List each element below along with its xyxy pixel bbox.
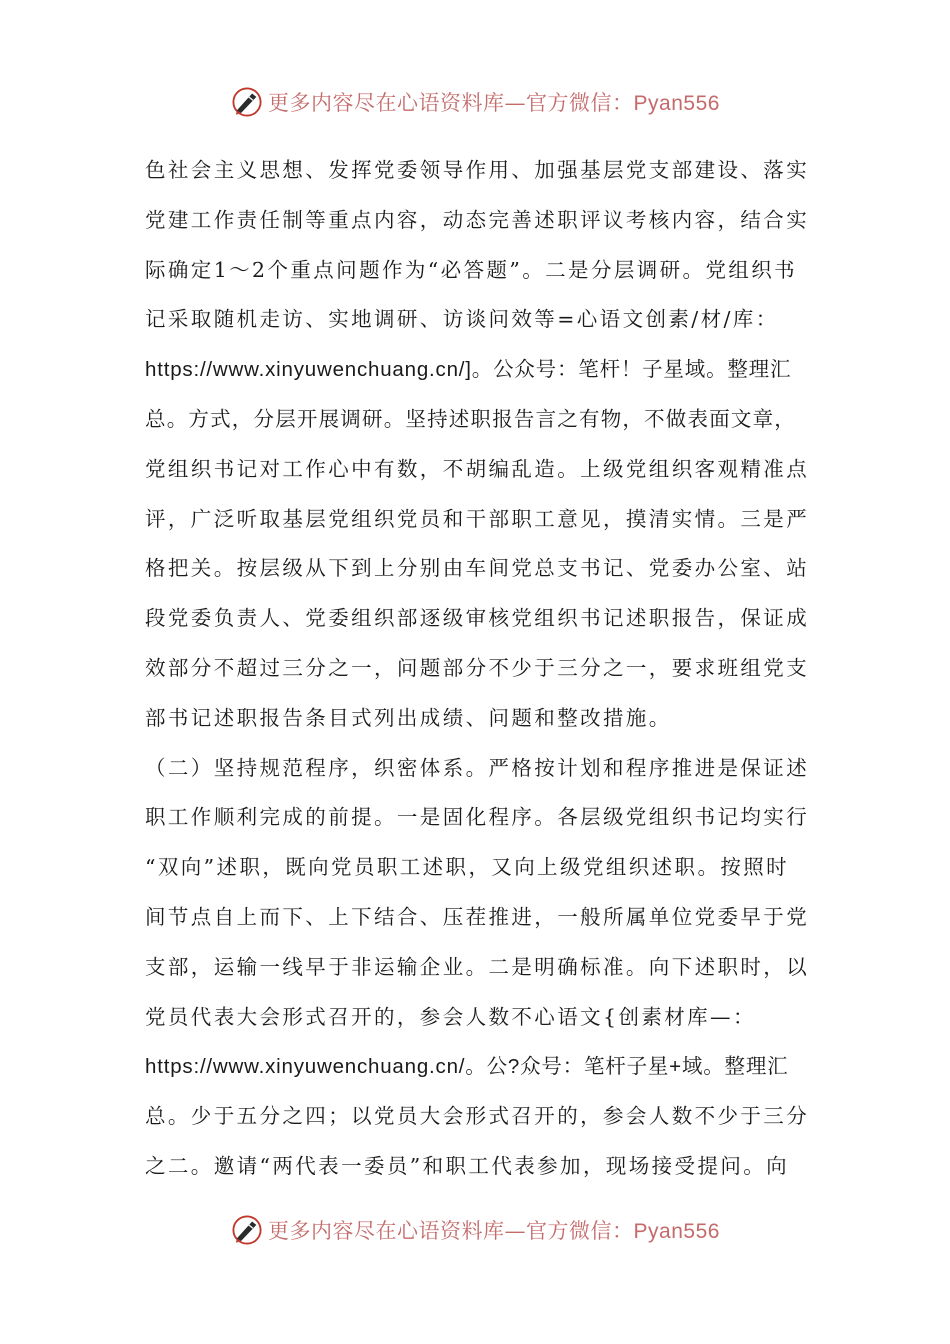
text-line: 党员代表大会形式召开的，参会人数不心语文{创素材库—： (145, 1004, 756, 1029)
text-line: 总。少于五分之四；以党员大会形式召开的，参会人数不少于三分 (145, 1104, 810, 1129)
footer-banner (0, 1208, 950, 1252)
text-line: 部书记述职报告条目式列出成绩、问题和整改措施。 (145, 705, 672, 730)
section-heading-line: （二）坚持规范程序，织密体系。严格按计划和程序推进是保证述 (145, 755, 810, 780)
text-line: 色社会主义思想、发挥党委领导作用、加强基层党支部建设、落实 (145, 158, 810, 182)
text-line: 效部分不超过三分之一，问题部分不少于三分之一，要求班组党支 (145, 655, 810, 680)
text-line: 党组织书记对工作心中有数，不胡编乱造。上级党组织客观精准点 (145, 456, 810, 481)
banner-text (268, 87, 720, 117)
header-banner (0, 80, 950, 124)
text-line: 支部，运输一线早于非运输企业。二是明确标准。向下述职时，以 (145, 954, 810, 979)
text-line: 评，广泛听取基层党组织党员和干部职工意见，摸清实情。三是严 (145, 506, 810, 531)
banner-slogan: 更多内容尽在心语资料库—官方微信： (268, 91, 634, 115)
text-line: 际确定1～2个重点问题作为“必答题”。二是分层调研。党组织书 (145, 257, 798, 282)
text-line: 总。方式，分层开展调研。坚持述职报告言之有物，不做表面文章， (145, 406, 796, 431)
banner-slogan: 更多内容尽在心语资料库—官方微信： (268, 1219, 634, 1243)
text-line: 职工作顺利完成的前提。一是固化程序。各层级党组织书记均实行 (145, 805, 810, 830)
banner-text (268, 1215, 720, 1245)
text-line: 段党委负责人、党委组织部逐级审核党组织书记述职报告，保证成 (145, 606, 810, 631)
text-line: 间节点自上而下、上下结合、压茬推进，一般所属单位党委早于党 (145, 904, 810, 929)
text-line: https://www.xinyuwenchuang.cn/。公?众号：笔杆子星+域。整理汇 (145, 1055, 789, 1079)
text-line: https://www.xinyuwenchuang.cn/]。公众号：笔杆！子星域。整理汇 (145, 358, 792, 382)
text-line: “双向”述职，既向党员职工述职，又向上级党组织述职。按照时 (145, 855, 790, 880)
text-line: 之二。邀请“两代表一委员”和职工代表参加，现场接受提问。向 (145, 1153, 790, 1178)
pen-nib-logo-icon (230, 85, 264, 119)
banner-wechat-id: Pyan556 (633, 92, 720, 115)
banner-wechat-id: Pyan556 (633, 1220, 720, 1243)
document-body (145, 146, 815, 1192)
text-line: 党建工作责任制等重点内容，动态完善述职评议考核内容，结合实 (145, 207, 810, 232)
pen-nib-logo-icon (230, 1213, 264, 1247)
text-line: 格把关。按层级从下到上分别由车间党总支书记、党委办公室、站 (145, 556, 810, 581)
text-line: 记采取随机走访、实地调研、访谈问效等=心语文创素/材/库： (145, 307, 779, 332)
